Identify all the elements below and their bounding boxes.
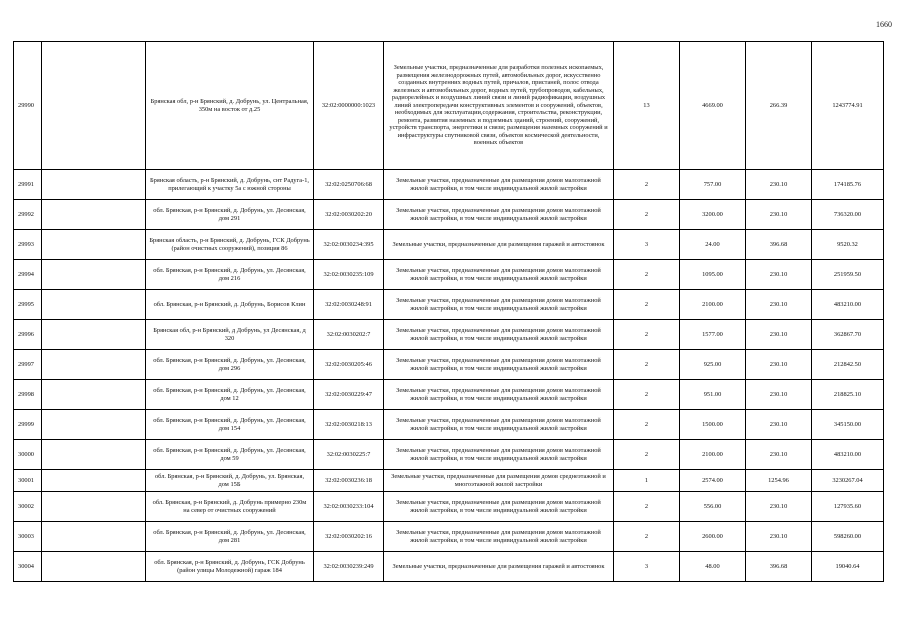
area-cell: 3200.00: [680, 200, 746, 230]
specific-value-cell: 266.39: [746, 42, 812, 170]
specific-value-cell: 230.10: [746, 350, 812, 380]
row-number-cell: 29992: [14, 200, 42, 230]
group-cell: 2: [614, 350, 680, 380]
cadastral-number-cell: 32:02:0030236:18: [314, 470, 384, 492]
row-number-cell: 29994: [14, 260, 42, 290]
area-cell: 2100.00: [680, 440, 746, 470]
table-row: [14, 410, 884, 440]
table-row: [14, 440, 884, 470]
specific-value-cell: 230.10: [746, 522, 812, 552]
cadastral-value-cell: 3230267.04: [812, 470, 884, 492]
cadastral-number-cell: 32:02:0030218:13: [314, 410, 384, 440]
group-cell: 2: [614, 440, 680, 470]
blank-cell: [42, 200, 146, 230]
row-number-cell: 29996: [14, 320, 42, 350]
table-row: [14, 260, 884, 290]
area-cell: 2100.00: [680, 290, 746, 320]
address-cell: обл. Брянская, р-н Брянский, д. Добрунь примерно 230м на север от очистных сооружений: [146, 492, 314, 522]
blank-cell: [42, 380, 146, 410]
land-use-cell: Земельные участки, предназначенные для размещения домов малоэтажной жилой застройки, в том числе индивидуальной жилой застройки: [384, 170, 614, 200]
blank-cell: [42, 350, 146, 380]
specific-value-cell: 230.10: [746, 492, 812, 522]
area-cell: 925.00: [680, 350, 746, 380]
cadastral-value-cell: 212842.50: [812, 350, 884, 380]
table-row: [14, 320, 884, 350]
cadastral-number-cell: 32:02:0030239:249: [314, 552, 384, 582]
address-cell: обл. Брянская, р-н Брянский, д. Добрунь, Борисов Клин: [146, 290, 314, 320]
group-cell: 13: [614, 42, 680, 170]
table-row: [14, 492, 884, 522]
table-row: [14, 470, 884, 492]
area-cell: 1095.00: [680, 260, 746, 290]
address-cell: обл. Брянская, р-н Брянский, д. Добрунь, ул. Десянская, дом 296: [146, 350, 314, 380]
row-number-cell: 30004: [14, 552, 42, 582]
row-number-cell: 29991: [14, 170, 42, 200]
area-cell: 2600.00: [680, 522, 746, 552]
land-use-cell: Земельные участки, предназначенные для размещения домов малоэтажной жилой застройки, в том числе индивидуальной жилой застройки: [384, 200, 614, 230]
land-use-cell: Земельные участки, предназначенные для размещения домов малоэтажной жилой застройки, в том числе индивидуальной жилой застройки: [384, 410, 614, 440]
address-cell: обл. Брянская, р-н Брянский, д. Добрунь, ул. Десянская, дом 12: [146, 380, 314, 410]
land-use-cell: Земельные участки, предназначенные для размещения домов малоэтажной жилой застройки, в том числе индивидуальной жилой застройки: [384, 492, 614, 522]
specific-value-cell: 230.10: [746, 200, 812, 230]
group-cell: 2: [614, 492, 680, 522]
blank-cell: [42, 230, 146, 260]
address-cell: обл. Брянская, р-н Брянский, д. Добрунь, ул. Десянская, дом 154: [146, 410, 314, 440]
group-cell: 2: [614, 170, 680, 200]
land-use-cell: Земельные участки, предназначенные для размещения домов малоэтажной жилой застройки, в том числе индивидуальной жилой застройки: [384, 380, 614, 410]
cadastral-number-cell: 32:02:0030235:109: [314, 260, 384, 290]
row-number-cell: 30000: [14, 440, 42, 470]
row-number-cell: 29998: [14, 380, 42, 410]
specific-value-cell: 230.10: [746, 410, 812, 440]
table-row: [14, 230, 884, 260]
address-cell: обл. Брянская, р-н Брянский, д. Добрунь, ул. Десянская, дом 59: [146, 440, 314, 470]
cadastral-value-cell: 483210.00: [812, 440, 884, 470]
blank-cell: [42, 440, 146, 470]
area-cell: 4669.00: [680, 42, 746, 170]
address-cell: обл. Брянская, р-н Брянский, д. Добрунь, ул. Десянская, дом 216: [146, 260, 314, 290]
cadastral-number-cell: 32:02:0030202:20: [314, 200, 384, 230]
row-number-cell: 29993: [14, 230, 42, 260]
specific-value-cell: 230.10: [746, 170, 812, 200]
table-row: [14, 522, 884, 552]
cadastral-value-cell: 1243774.91: [812, 42, 884, 170]
group-cell: 2: [614, 410, 680, 440]
address-cell: Брянская область, р-н Брянский, д. Добрунь, ГСК Добрунь (район очистных сооружений), позиция 86: [146, 230, 314, 260]
cadastral-number-cell: 32:02:0030202:16: [314, 522, 384, 552]
area-cell: 2574.00: [680, 470, 746, 492]
group-cell: 3: [614, 230, 680, 260]
land-use-cell: Земельные участки, предназначенные для размещения домов малоэтажной жилой застройки, в том числе индивидуальной жилой застройки: [384, 440, 614, 470]
cadastral-value-cell: 362867.70: [812, 320, 884, 350]
land-use-cell: Земельные участки, предназначенные для размещения домов малоэтажной жилой застройки, в том числе индивидуальной жилой застройки: [384, 320, 614, 350]
address-cell: обл. Брянская, р-н Брянский, д. Добрунь, ул. Брянская, дом 15Б: [146, 470, 314, 492]
row-number-cell: 29997: [14, 350, 42, 380]
area-cell: 757.00: [680, 170, 746, 200]
blank-cell: [42, 410, 146, 440]
blank-cell: [42, 320, 146, 350]
area-cell: 951.00: [680, 380, 746, 410]
cadastral-value-cell: 345150.00: [812, 410, 884, 440]
cadastral-value-cell: 19040.64: [812, 552, 884, 582]
table-row: [14, 552, 884, 582]
address-cell: Брянская обл, р-н Брянский, д. Добрунь, ул. Центральная, 350м на восток от д.25: [146, 42, 314, 170]
specific-value-cell: 230.10: [746, 380, 812, 410]
area-cell: 1500.00: [680, 410, 746, 440]
address-cell: Брянская область, р-н Брянский, д. Добрунь, снт Радуга-1, прилегающий к участку 5а с южной стороны: [146, 170, 314, 200]
group-cell: 1: [614, 470, 680, 492]
blank-cell: [42, 522, 146, 552]
cadastral-value-cell: 483210.00: [812, 290, 884, 320]
group-cell: 2: [614, 200, 680, 230]
group-cell: 2: [614, 380, 680, 410]
specific-value-cell: 230.10: [746, 320, 812, 350]
blank-cell: [42, 170, 146, 200]
area-cell: 556.00: [680, 492, 746, 522]
land-use-cell: Земельные участки, предназначенные для размещения гаражей и автостоянок: [384, 552, 614, 582]
area-cell: 48.00: [680, 552, 746, 582]
cadastral-number-cell: 32:02:0030225:7: [314, 440, 384, 470]
specific-value-cell: 230.10: [746, 440, 812, 470]
land-use-cell: Земельные участки, предназначенные для размещения домов среднеэтажной и многоэтажной жилой застройки: [384, 470, 614, 492]
blank-cell: [42, 552, 146, 582]
area-cell: 1577.00: [680, 320, 746, 350]
cadastral-value-cell: 736320.00: [812, 200, 884, 230]
group-cell: 3: [614, 552, 680, 582]
specific-value-cell: 230.10: [746, 260, 812, 290]
table-row: [14, 290, 884, 320]
row-number-cell: 29995: [14, 290, 42, 320]
cadastral-value-cell: 9520.32: [812, 230, 884, 260]
land-use-cell: Земельные участки, предназначенные для размещения гаражей и автостоянок: [384, 230, 614, 260]
cadastral-value-cell: 218825.10: [812, 380, 884, 410]
cadastral-value-cell: 598260.00: [812, 522, 884, 552]
table-row: [14, 200, 884, 230]
cadastral-value-cell: 251959.50: [812, 260, 884, 290]
row-number-cell: 30002: [14, 492, 42, 522]
land-use-cell: Земельные участки, предназначенные для размещения домов малоэтажной жилой застройки, в том числе индивидуальной жилой застройки: [384, 290, 614, 320]
cadastral-number-cell: 32:02:0030229:47: [314, 380, 384, 410]
cadastral-value-cell: 127935.60: [812, 492, 884, 522]
cadastral-number-cell: 32:02:0030233:104: [314, 492, 384, 522]
land-use-cell: Земельные участки, предназначенные для размещения домов малоэтажной жилой застройки, в том числе индивидуальной жилой застройки: [384, 260, 614, 290]
cadastral-value-cell: 174185.76: [812, 170, 884, 200]
cadastral-number-cell: 32:02:0030202:7: [314, 320, 384, 350]
land-use-cell: Земельные участки, предназначенные для размещения домов малоэтажной жилой застройки, в том числе индивидуальной жилой застройки: [384, 350, 614, 380]
cadastral-value-table: [13, 41, 884, 582]
row-number-cell: 30001: [14, 470, 42, 492]
blank-cell: [42, 260, 146, 290]
blank-cell: [42, 492, 146, 522]
land-use-cell: Земельные участки, предназначенные для разработки полезных ископаемых, размещения железнодорожных путей, автомобильных дорог, искусственно созданных внутренних водных путей, причалов, пристаней, полос отвода железных и автомобильных дорог, водных путей, трубопроводов, кабельных, радиорелейных и воздушных линий связи и линий радиофикации, воздушных линий электропередачи конструктивных элементов и сооружений, объектов, необходимых для эксплуатации,содержания, строительства, реконструкции, ремонта, развития наземных и подземных зданий, строений, сооружений, устройств транспорта, энергетики и связи; размещения наземных сооружений и инфраструктуры спутниковой связи, объектов космической деятельности, военных объектов: [384, 42, 614, 170]
address-cell: обл. Брянская, р-н Брянский, д. Добрунь, ГСК Добрунь (район улицы Молодежной) гараж 184: [146, 552, 314, 582]
cadastral-number-cell: 32:02:0030234:395: [314, 230, 384, 260]
group-cell: 2: [614, 320, 680, 350]
address-cell: обл. Брянская, р-н Брянский, д. Добрунь, ул. Десянская, дом 291: [146, 200, 314, 230]
address-cell: Брянская обл, р-н Брянский, д Добрунь, ул Десянская, д 320: [146, 320, 314, 350]
row-number-cell: 29999: [14, 410, 42, 440]
row-number-cell: 29990: [14, 42, 42, 170]
cadastral-number-cell: 32:02:0030205:46: [314, 350, 384, 380]
specific-value-cell: 396.68: [746, 230, 812, 260]
page-number: 1660: [876, 20, 892, 29]
group-cell: 2: [614, 522, 680, 552]
group-cell: 2: [614, 260, 680, 290]
blank-cell: [42, 42, 146, 170]
table-row: [14, 380, 884, 410]
cadastral-number-cell: 32:02:0000000:1023: [314, 42, 384, 170]
table-row: [14, 170, 884, 200]
cadastral-number-cell: 32:02:0250706:68: [314, 170, 384, 200]
specific-value-cell: 230.10: [746, 290, 812, 320]
address-cell: обл. Брянская, р-н Брянский, д. Добрунь, ул. Десянская, дом 281: [146, 522, 314, 552]
table-row: [14, 42, 884, 170]
specific-value-cell: 1254.96: [746, 470, 812, 492]
blank-cell: [42, 470, 146, 492]
table-row: [14, 350, 884, 380]
group-cell: 2: [614, 290, 680, 320]
specific-value-cell: 396.68: [746, 552, 812, 582]
row-number-cell: 30003: [14, 522, 42, 552]
area-cell: 24.00: [680, 230, 746, 260]
blank-cell: [42, 290, 146, 320]
cadastral-number-cell: 32:02:0030248:91: [314, 290, 384, 320]
land-use-cell: Земельные участки, предназначенные для размещения домов малоэтажной жилой застройки, в том числе индивидуальной жилой застройки: [384, 522, 614, 552]
